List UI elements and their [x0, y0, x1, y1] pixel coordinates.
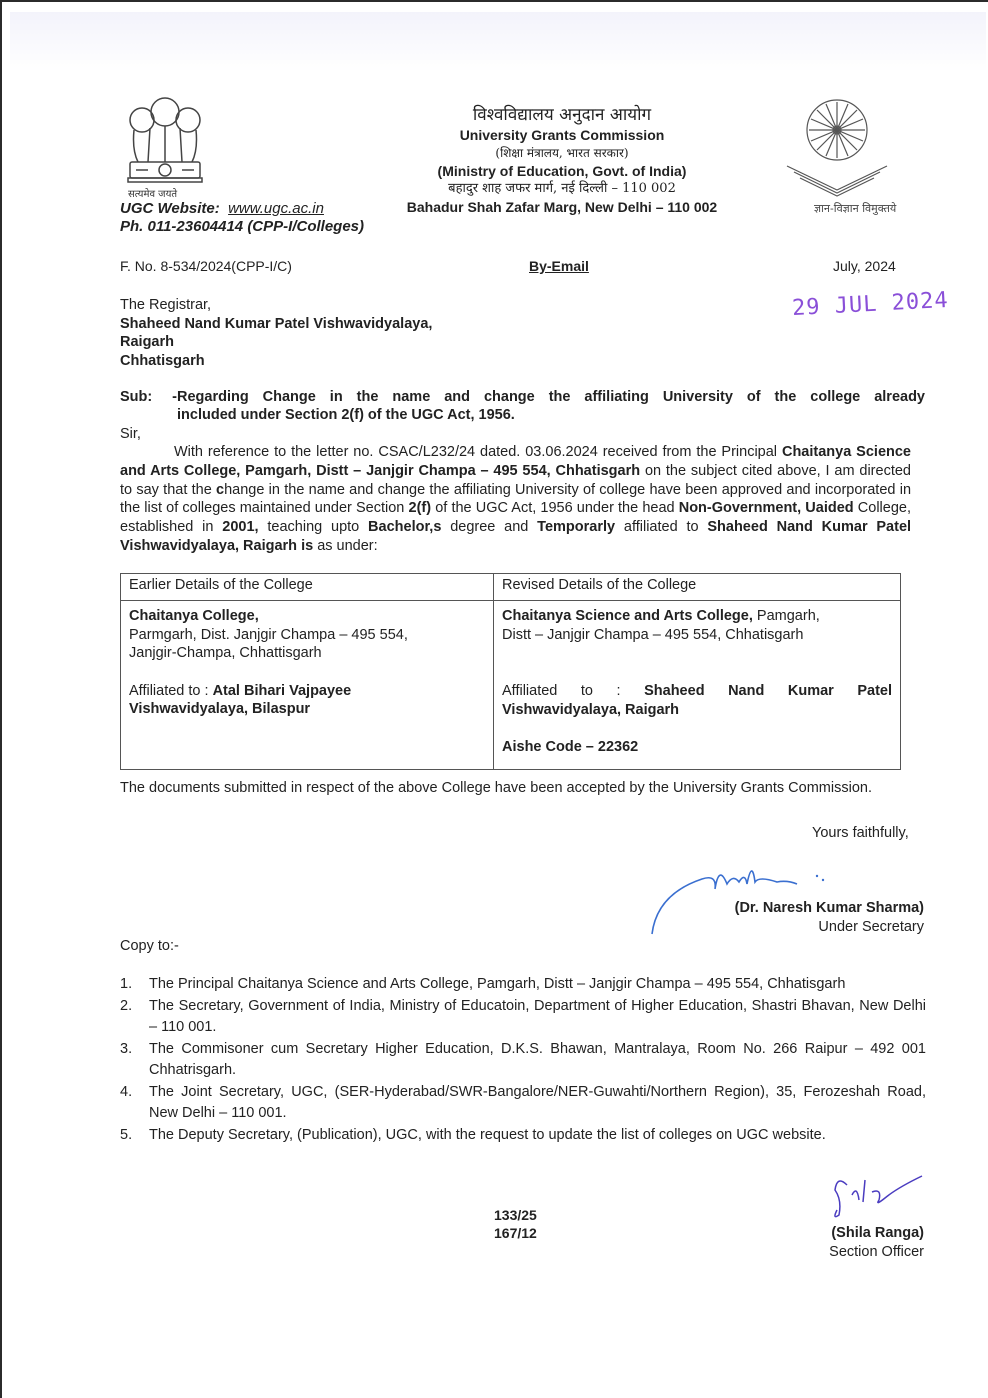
list-text: The Deputy Secretary, (Publication), UGC, with the request to update the list of colleges on UGC website.: [149, 1127, 826, 1143]
org-address: Bahadur Shah Zafar Marg, New Delhi – 110 002: [406, 199, 718, 215]
subject: [120, 388, 925, 424]
signatory-title: Under Secretary: [818, 918, 924, 935]
website-line: [120, 200, 324, 217]
list-text: The Secretary, Government of India, Ministry of Educatoin, Department of Higher Education, Shastri Bhavan, New Delhi – 110 001.: [149, 998, 926, 1035]
ugc-motto: ज्ञान-विज्ञान विमुक्तये: [814, 202, 897, 215]
body-status: Temporarly: [537, 519, 616, 536]
revised-affiliated-label: Affiliated to :: [502, 683, 621, 699]
list-number: 2.: [120, 998, 133, 1014]
list-item: [120, 974, 926, 995]
hindi-ministry: (शिक्षा मंत्रालय, भारत सरकार): [495, 146, 629, 160]
letter-date: July, 2024: [833, 258, 896, 274]
signature-icon: [827, 1170, 927, 1225]
table-row: [121, 601, 901, 770]
addressee: [120, 296, 432, 370]
earlier-university: Atal Bihari Vajpayee: [212, 682, 352, 699]
copy-to-list: [120, 974, 926, 1147]
officer-name: (Shila Ranga): [831, 1225, 924, 1241]
delivery-mode: By-Email: [529, 258, 589, 274]
list-item: [120, 1125, 926, 1146]
body-degree: Bachelor,s: [368, 519, 442, 536]
addressee-state: Chhatisgarh: [120, 352, 205, 369]
revised-details-cell: [494, 601, 901, 770]
body-text: affiliated to: [623, 519, 699, 536]
body-text: College, established in: [120, 500, 911, 536]
officer-title: Section Officer: [829, 1243, 924, 1260]
letterhead-center: [382, 104, 742, 216]
reference-number: 167/12: [494, 1225, 537, 1241]
list-item: [120, 1039, 926, 1081]
college-details-table: [120, 573, 901, 770]
body-text: degree and: [450, 519, 529, 536]
copy-to-label: Copy to:-: [120, 938, 179, 954]
body-year: 2001,: [222, 519, 259, 536]
earlier-university: Vishwavidyalaya, Bilaspur: [129, 701, 311, 717]
body-text: hange in the name and change the affiliating University of college have been approved and incorporated in the list of colleges maintained under Section: [120, 481, 912, 517]
phone-line: Ph. 011-23604414 (CPP-I/Colleges): [120, 218, 364, 235]
body-text: teaching upto: [267, 519, 360, 536]
revised-college-name: Chaitanya Science and Arts College,: [502, 608, 753, 624]
earlier-affiliated-label: Affiliated to :: [129, 682, 209, 699]
subject-label: Sub: -: [120, 389, 177, 405]
signatory-block: [702, 899, 924, 936]
column-header: Revised Details of the College: [494, 574, 901, 601]
addressee-city: Raigarh: [120, 334, 174, 350]
org-name: University Grants Commission: [459, 127, 665, 143]
received-stamp: 29 JUL 2024: [791, 287, 950, 322]
yours-faithfully: Yours faithfully,: [812, 825, 909, 841]
website-label: UGC Website:: [120, 200, 220, 217]
list-number: 5.: [120, 1127, 133, 1143]
body-paragraph: [120, 443, 911, 556]
list-number: 1.: [120, 976, 133, 992]
column-header: Earlier Details of the College: [121, 574, 494, 601]
body-section: 2(f): [408, 500, 432, 517]
officer-block: [802, 1224, 924, 1261]
table-header-row: [121, 574, 901, 601]
body-text: of the UGC Act, 1956 under the head: [435, 500, 675, 517]
salutation: Sir,: [120, 426, 141, 442]
national-emblem-icon: [120, 90, 210, 200]
earlier-college-name: Chaitanya College,: [129, 608, 259, 624]
list-item: [120, 1082, 926, 1124]
scan-artifact: [10, 12, 986, 72]
file-number: F. No. 8-534/2024(CPP-I/C): [120, 258, 292, 274]
earlier-details-cell: [121, 601, 494, 770]
list-text: The Joint Secretary, UGC, (SER-Hyderabad/SWR-Bangalore/NER-Guwahti/Northern Region), 35, Ferozeshah Road, New Delhi – 110 001.: [149, 1084, 926, 1121]
signatory-name: (Dr. Naresh Kumar Sharma): [734, 900, 924, 916]
subject-line2: included under Section 2(f) of the UGC Act, 1956.: [177, 407, 515, 423]
ministry: (Ministry of Education, Govt. of India): [437, 163, 687, 179]
ugc-logo-icon: [782, 90, 892, 200]
list-item: [120, 996, 926, 1038]
reference-numbers: [494, 1206, 537, 1242]
hindi-org-name: विश्वविद्यालय अनुदान आयोग: [472, 105, 652, 125]
list-number: 4.: [120, 1084, 133, 1100]
emblem-motto: सत्यमेव जयते: [128, 189, 178, 200]
body-college-name: Chaitanya Science and Arts College, Pamgarh, Distt – Janjgir Champa – 495 554, Chhatisgarh: [120, 444, 911, 479]
documents-note: The documents submitted in respect of the above College have been accepted by the University Grants Commission.: [120, 780, 872, 796]
revised-town: Pamgarh,: [756, 608, 820, 624]
aishe-code: Aishe Code – 22362: [502, 739, 639, 755]
list-text: The Principal Chaitanya Science and Arts College, Pamgarh, Distt – Janjgir Champa – 495 554, Chhatisgarh: [149, 976, 846, 992]
revised-university: Shaheed Nand Kumar Patel: [644, 683, 893, 699]
revised-address: Distt – Janjgir Champa – 495 554, Chhatisgarh: [502, 626, 804, 643]
hindi-address: बहादुर शाह जफर मार्ग, नई दिल्ली – 110 002: [448, 181, 676, 196]
earlier-address: Parmgarh, Dist. Janjgir Champa – 495 554,: [129, 626, 408, 643]
body-text-bold: c: [216, 481, 225, 498]
subject-line1: Regarding Change in the name and change the affiliating University of the college already: [177, 389, 925, 405]
website-link[interactable]: www.ugc.ac.in: [228, 200, 324, 217]
body-text: With reference to the letter no. CSAC/L232/24 dated. 03.06.2024 received from the Principal: [174, 444, 778, 460]
list-number: 3.: [120, 1041, 133, 1057]
addressee-university: Shaheed Nand Kumar Patel Vishwavidyalaya,: [120, 315, 433, 332]
list-text: The Commisoner cum Secretary Higher Education, D.K.S. Bhawan, Mantralaya, Room No. 266 Raipur – 492 001 Chhatrisgarh.: [149, 1041, 926, 1078]
letter-page: [2, 2, 988, 1398]
body-category: Non-Government, Uaided: [678, 500, 854, 517]
revised-university: Vishwavidyalaya, Raigarh: [502, 701, 680, 718]
body-university: Shaheed Nand Kumar Patel Vishwavidyalaya, Raigarh is: [120, 519, 912, 554]
addressee-line: The Registrar,: [120, 297, 212, 313]
body-text: on the subject cited above, I am directed to say that the: [120, 462, 911, 498]
body-text: as under:: [317, 537, 378, 554]
reference-number: 133/25: [494, 1207, 537, 1223]
earlier-address: Janjgir-Champa, Chhattisgarh: [129, 645, 322, 661]
